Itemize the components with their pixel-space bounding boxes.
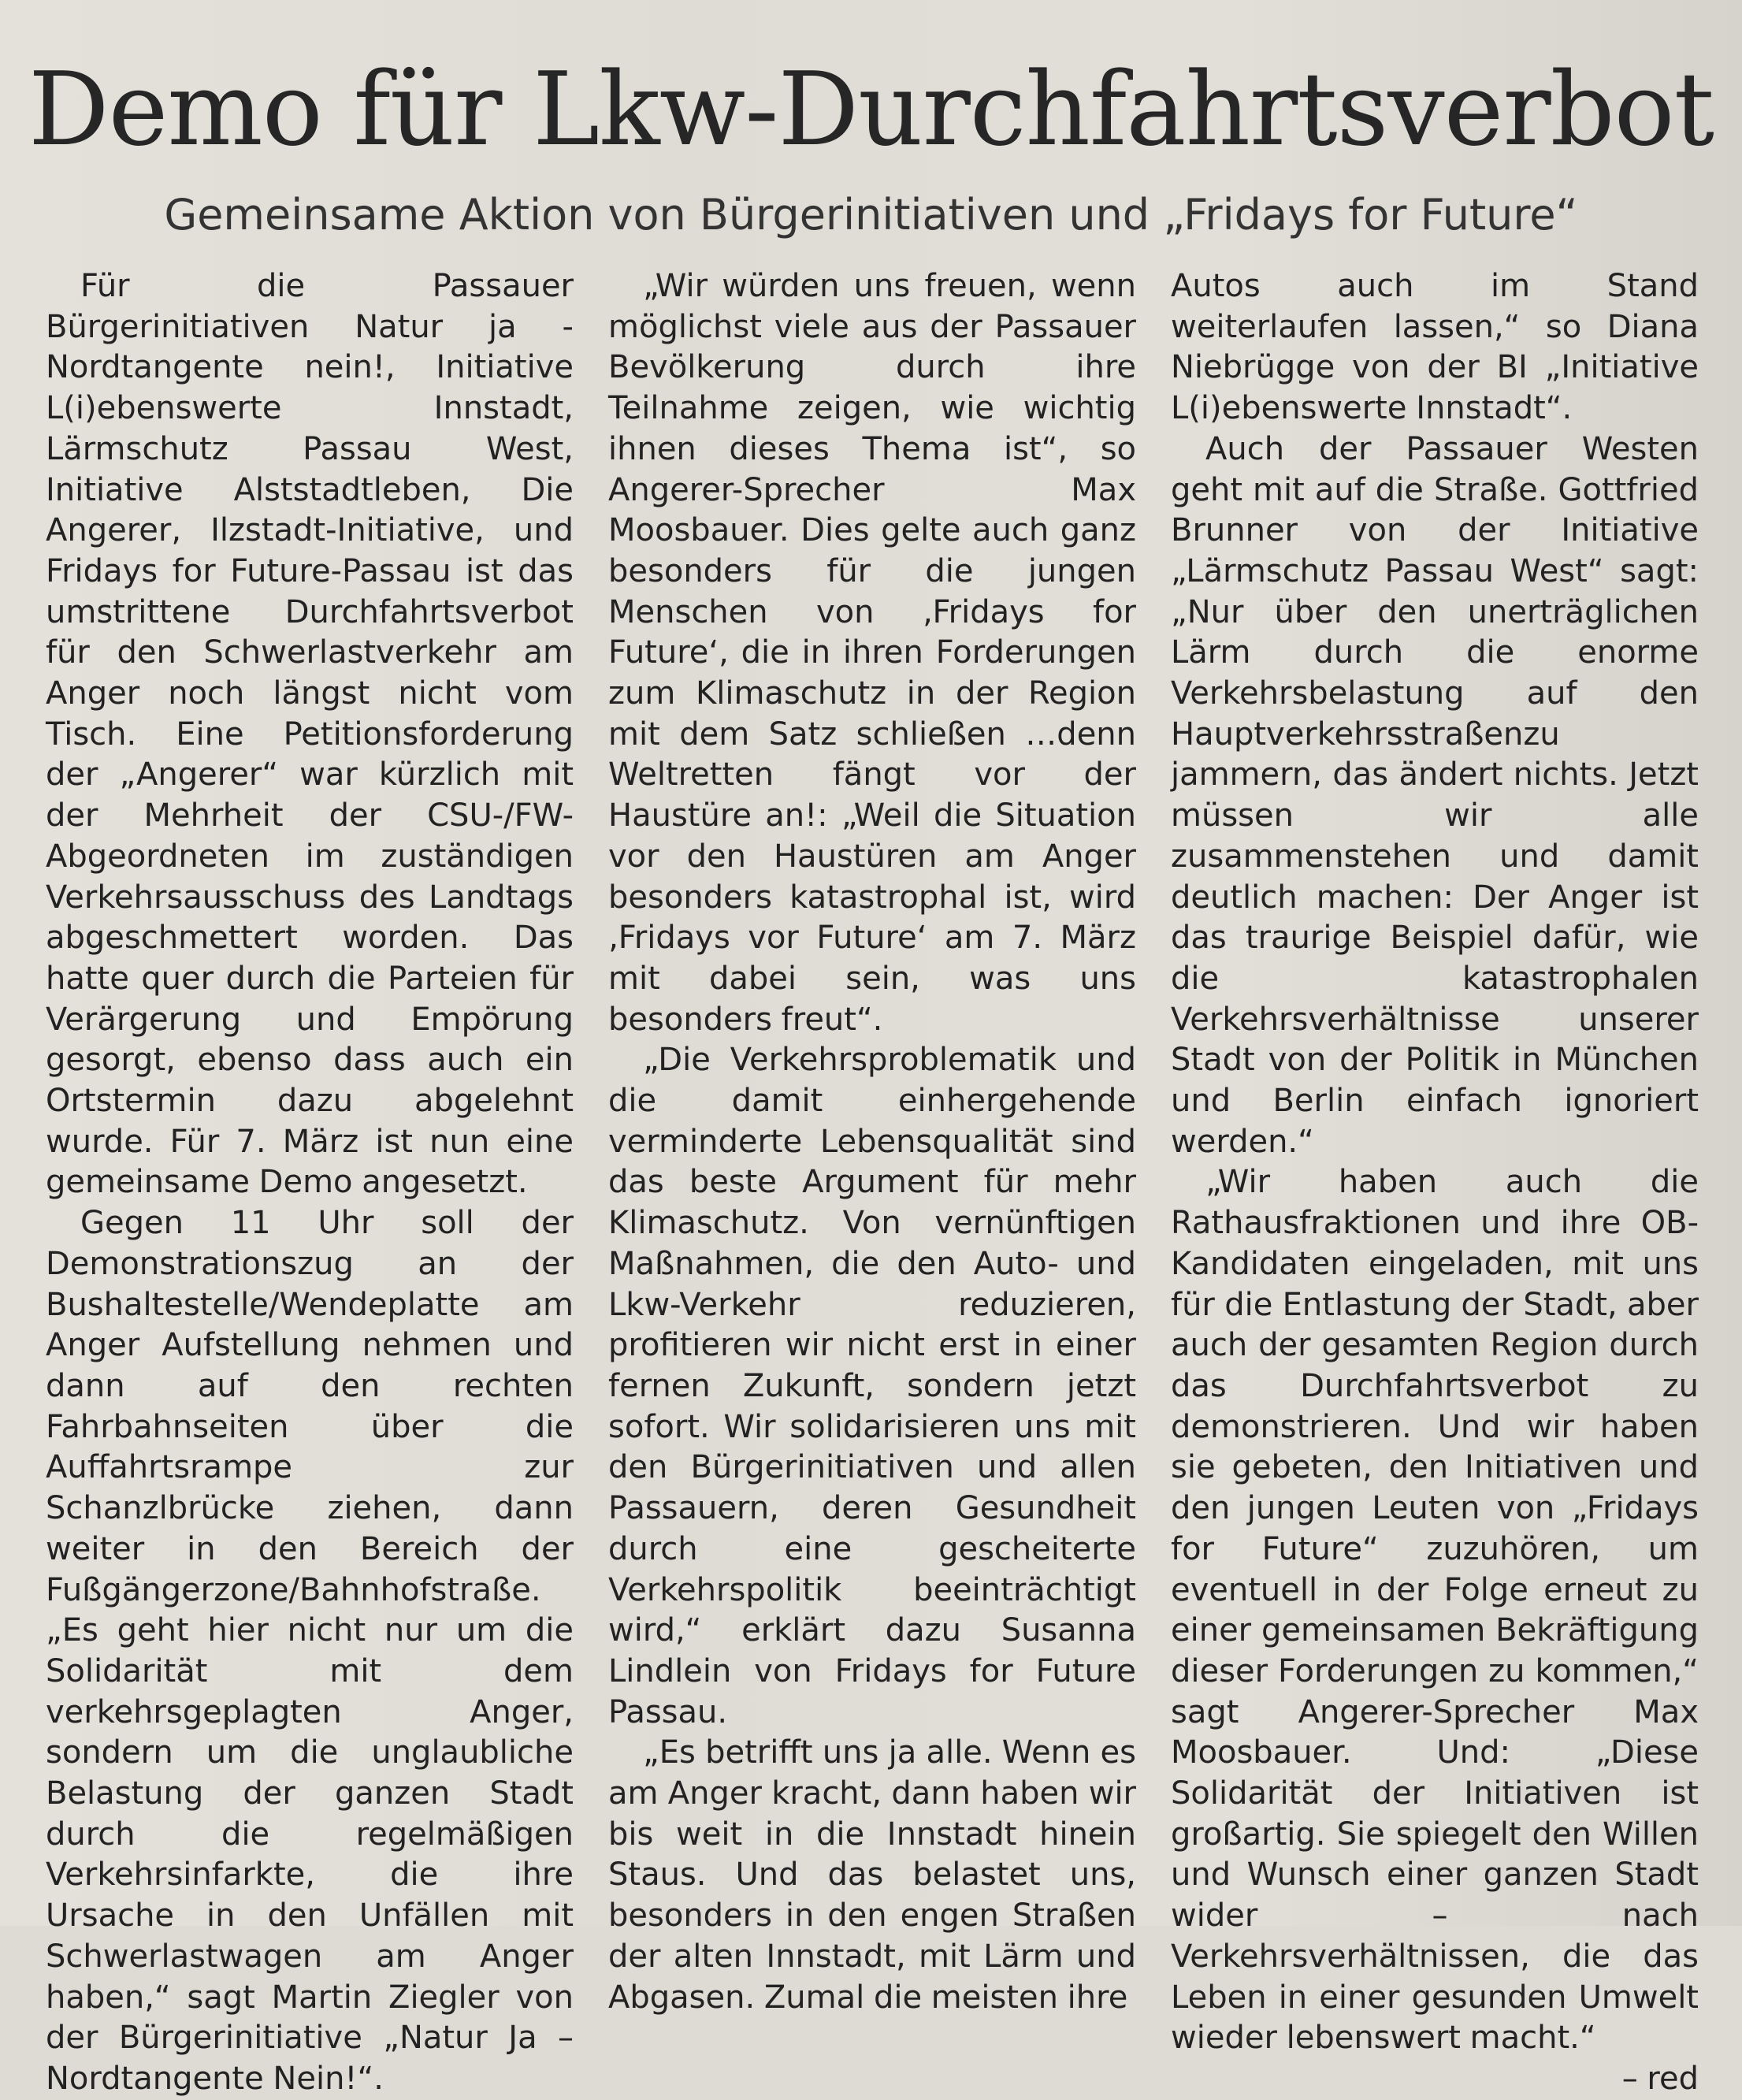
- article-headline: Demo für Lkw-Durchfahrtsverbot: [28, 51, 1714, 169]
- paragraph: „Wir haben auch die Rathausfraktionen und ihre OB-Kandidaten eingeladen, mit uns für die Entlastung der Stadt, aber auch der gesamten Region durch das Durchfahrtsverbot zu demonstrieren. Und wir haben sie gebeten, den Initiativen und den jungen Leuten von „Fridays for Future“ zuzuhören, um eventuell in der Folge erneut zu einer gemeinsamen Bekräftigung dieser Forderungen zu kommen,“ sagt Angerer-Sprecher Max Moosbauer. Und: „Diese Solidarität der Initiativen ist großartig. Sie spiegelt den Willen und Wunsch einer ganzen Stadt wider – nach Verkehrsverhältnissen, die das Leben in einer gesunden Umwelt wieder lebenswert macht.“: [1171, 1164, 1699, 2057]
- paragraph: Für die Passauer Bürgerinitiativen Natur ja - Nordtangente nein!, Initiative L(i)ebenswerte Innstadt, Lärmschutz Passau West, Initiative Alststadtleben, Die Angerer, Ilzstadt-Initiative, und Fridays for Future-Passau ist das umstrittene Durchfahrtsverbot für den Schwerlastverkehr am Anger noch längst nicht vom Tisch. Eine Petitionsforderung der „Angerer“ war kürzlich mit der Mehrheit der CSU-/FW-Abgeordneten im zuständigen Verkehrsausschuss des Landtags abgeschmettert worden. Das hatte quer durch die Parteien für Verärgerung und Empörung gesorgt, ebenso dass auch ein Ortstermin dazu abgelehnt wurde. Für 7. März ist nun eine gemeinsame Demo angesetzt.: [46, 268, 574, 1201]
- paragraph: Autos auch im Stand weiterlaufen lassen,“ so Diana Niebrügge von der BI „Initiative L(i)ebenswerte Innstadt“.: [1171, 268, 1699, 427]
- paragraph: Gegen 11 Uhr soll der Demonstrationszug an der Bushaltestelle/Wendeplatte am Anger Aufstellung nehmen und dann auf den rechten Fahrbahnseiten über die Auffahrtsrampe zur Schanzlbrücke ziehen, dann weiter in den Bereich der Fußgängerzone/Bahnhofstraße. „Es geht hier nicht nur um die Solidarität mit dem verkehrsgeplagten Anger, sondern um die unglaubliche Belastung der ganzen Stadt durch die regelmäßigen Verkehrsinfarkte, die ihre Ursache in den Unfällen mit Schwerlastwagen am Anger haben,“ sagt Martin Ziegler von der Bürgerinitiative „Natur Ja – Nordtangente Nein!“.: [46, 1205, 574, 2097]
- paragraph: Auch der Passauer Westen geht mit auf die Straße. Gottfried Brunner von der Initiative „Lärmschutz Passau West“ sagt: „Nur über den unerträglichen Lärm durch die enorme Verkehrsbelastung auf den Hauptverkehrsstraßenzu jammern, das ändert nichts. Jetzt müssen wir alle zusammenstehen und damit deutlich machen: Der Anger ist das traurige Beispiel dafür, wie die katastrophalen Verkehrsverhältnisse unserer Stadt von der Politik in München und Berlin einfach ignoriert werden.“: [1171, 430, 1699, 1160]
- article-column-2: [608, 266, 1136, 2018]
- author-signature: – red: [1621, 2060, 1699, 2097]
- paragraph: „Wir würden uns freuen, wenn möglichst viele aus der Passauer Bevölkerung durch ihre Teilnahme zeigen, wie wichtig ihnen dieses Thema ist“, so Angerer-Sprecher Max Moosbauer. Dies gelte auch ganz besonders für die jungen Menschen von ‚Fridays for Future‘, die in ihren Forderungen zum Klimaschutz in der Region mit dem Satz schließen …denn Weltretten fängt vor der Haustüre an!: „Weil die Situation vor den Haustüren am Anger besonders katastrophal ist, wird ‚Fridays vor Future‘ am 7. März mit dabei sein, was uns besonders freut“.: [608, 268, 1136, 1038]
- paragraph: „Es betrifft uns ja alle. Wenn es am Anger kracht, dann haben wir bis weit in die Innstadt hinein Staus. Und das belastet uns, besonders in den engen Straßen der alten Innstadt, mit Lärm und Abgasen. Zumal die meisten ihre: [608, 1734, 1136, 2016]
- article-subheadline: Gemeinsame Aktion von Bürgerinitiativen und „Fridays for Future“: [164, 190, 1578, 240]
- paragraph: „Die Verkehrsproblematik und die damit einhergehende verminderte Lebensqualität sind das beste Argument für mehr Klimaschutz. Von vernünftigen Maßnahmen, die den Auto- und Lkw-Verkehr reduzieren, profitieren wir nicht erst in einer fernen Zukunft, sondern jetzt sofort. Wir solidarisieren uns mit den Bürgerinitiativen und allen Passauern, deren Gesundheit durch eine gescheiterte Verkehrspolitik beeinträchtigt wird,“ erklärt dazu Susanna Lindlein von Fridays for Future Passau.: [608, 1042, 1136, 1730]
- article-column-1: [46, 266, 574, 2100]
- article-column-3: [1171, 266, 1699, 2100]
